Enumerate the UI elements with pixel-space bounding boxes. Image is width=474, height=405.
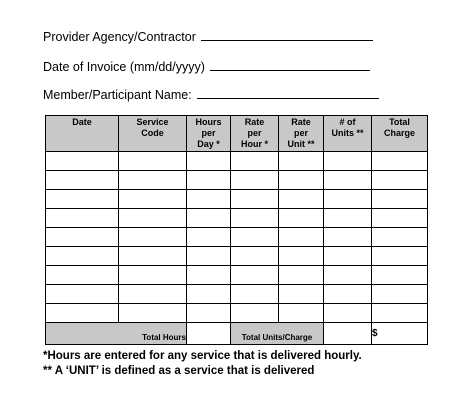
table-cell[interactable] <box>119 209 187 228</box>
header-rate-per-unit <box>279 116 324 152</box>
table-cell[interactable] <box>231 304 279 323</box>
table-cell[interactable] <box>119 285 187 304</box>
table-cell[interactable] <box>324 247 372 266</box>
table-cell[interactable] <box>231 152 279 171</box>
table-body <box>46 152 428 345</box>
header-total-charge <box>372 116 428 152</box>
table-cell[interactable] <box>119 152 187 171</box>
total-units-cell[interactable] <box>324 323 372 345</box>
header-total-line: Charge <box>383 128 415 138</box>
table-cell[interactable] <box>372 228 428 247</box>
table-cell[interactable] <box>231 285 279 304</box>
table-cell[interactable] <box>372 171 428 190</box>
table-cell[interactable] <box>372 209 428 228</box>
table-cell[interactable] <box>119 190 187 209</box>
header-num-units <box>324 116 372 152</box>
table-cell[interactable] <box>46 247 119 266</box>
total-charge-cell[interactable]: $ <box>372 323 428 345</box>
total-hours-label: Total Hours <box>46 323 187 345</box>
table-row <box>46 190 428 209</box>
table-cell[interactable] <box>46 152 119 171</box>
header-service-code-line: Service <box>136 117 169 127</box>
invoice-date-label: Date of Invoice (mm/dd/yyyy) <box>43 60 205 74</box>
table-cell[interactable] <box>324 171 372 190</box>
table-cell[interactable] <box>231 190 279 209</box>
table-cell[interactable] <box>187 171 231 190</box>
invoice-table <box>45 115 428 345</box>
table-cell[interactable] <box>372 247 428 266</box>
table-cell[interactable] <box>119 228 187 247</box>
header-hours-line: per <box>201 128 216 138</box>
table-row <box>46 285 428 304</box>
header-rate-per-hour <box>231 116 279 152</box>
table-cell[interactable] <box>187 247 231 266</box>
table-cell[interactable] <box>119 266 187 285</box>
header-rate-unit-line: Unit ** <box>287 139 315 149</box>
table-cell[interactable] <box>372 152 428 171</box>
header-hours-per-day <box>187 116 231 152</box>
table-row <box>46 228 428 247</box>
table-cell[interactable] <box>187 304 231 323</box>
header-rate-hour-line: Rate <box>244 117 265 127</box>
table-cell[interactable] <box>279 285 324 304</box>
total-hours-cell[interactable] <box>187 323 231 345</box>
header-rate-hour-line: per <box>247 128 262 138</box>
provider-field <box>43 30 373 44</box>
table-row <box>46 152 428 171</box>
header-rate-unit-line: per <box>293 128 308 138</box>
header-hours-line: Hours <box>195 117 222 127</box>
table-cell[interactable] <box>46 209 119 228</box>
table-cell[interactable] <box>187 285 231 304</box>
header-service-code <box>119 116 187 152</box>
table-cell[interactable] <box>279 247 324 266</box>
header-date <box>46 116 119 152</box>
table-row <box>46 304 428 323</box>
provider-input-line[interactable] <box>201 39 373 41</box>
table-cell[interactable] <box>324 190 372 209</box>
table-cell[interactable] <box>187 228 231 247</box>
table-cell[interactable] <box>231 228 279 247</box>
table-cell[interactable] <box>279 304 324 323</box>
total-units-label: Total Units/Charge <box>231 323 324 345</box>
table-total-row <box>46 323 428 345</box>
table-cell[interactable] <box>46 190 119 209</box>
table-cell[interactable] <box>372 304 428 323</box>
table-cell[interactable] <box>279 190 324 209</box>
invoice-date-input-line[interactable] <box>210 69 370 71</box>
table-cell[interactable] <box>46 304 119 323</box>
table-cell[interactable] <box>46 228 119 247</box>
table-cell[interactable] <box>187 152 231 171</box>
table-cell[interactable] <box>46 266 119 285</box>
member-label: Member/Participant Name: <box>43 88 192 102</box>
invoice-date-field <box>43 60 370 74</box>
header-rate-hour-line: Hour * <box>241 139 268 149</box>
table-cell[interactable] <box>279 266 324 285</box>
header-units-line: Units ** <box>331 128 364 138</box>
table-cell[interactable] <box>324 304 372 323</box>
table-cell[interactable] <box>279 152 324 171</box>
header-units-line: # of <box>339 117 356 127</box>
note-unit: ** A ‘UNIT’ is defined as a service that is delivered <box>43 365 315 377</box>
header-hours-line: Day * <box>197 139 220 149</box>
member-input-line[interactable] <box>197 97 379 99</box>
table-cell[interactable] <box>231 171 279 190</box>
table-row <box>46 247 428 266</box>
table-cell[interactable] <box>324 285 372 304</box>
table-cell[interactable] <box>119 171 187 190</box>
table-cell[interactable] <box>187 190 231 209</box>
table-cell[interactable] <box>279 209 324 228</box>
table-cell[interactable] <box>324 228 372 247</box>
table-row <box>46 171 428 190</box>
header-total-line: Total <box>389 117 410 127</box>
table-cell[interactable] <box>372 266 428 285</box>
table-row <box>46 209 428 228</box>
note-hours: *Hours are entered for any service that is delivered hourly. <box>43 350 362 362</box>
header-service-code-line: Code <box>141 128 164 138</box>
header-date-line: Date <box>72 117 92 127</box>
table-cell[interactable] <box>324 209 372 228</box>
table-header-row <box>46 116 428 152</box>
member-field <box>43 88 379 102</box>
table-cell[interactable] <box>231 209 279 228</box>
table-cell[interactable] <box>231 266 279 285</box>
table-cell[interactable] <box>187 266 231 285</box>
table-cell[interactable] <box>119 304 187 323</box>
table-cell[interactable] <box>46 171 119 190</box>
table-cell[interactable] <box>324 152 372 171</box>
table-cell[interactable] <box>324 266 372 285</box>
table-cell[interactable] <box>279 228 324 247</box>
table-cell[interactable] <box>279 171 324 190</box>
table-cell[interactable] <box>231 247 279 266</box>
table-cell[interactable] <box>372 285 428 304</box>
provider-label: Provider Agency/Contractor <box>43 30 196 44</box>
table-cell[interactable] <box>372 190 428 209</box>
table-cell[interactable] <box>119 247 187 266</box>
table-cell[interactable] <box>46 285 119 304</box>
table-cell[interactable] <box>187 209 231 228</box>
table-row <box>46 266 428 285</box>
header-rate-unit-line: Rate <box>291 117 311 127</box>
